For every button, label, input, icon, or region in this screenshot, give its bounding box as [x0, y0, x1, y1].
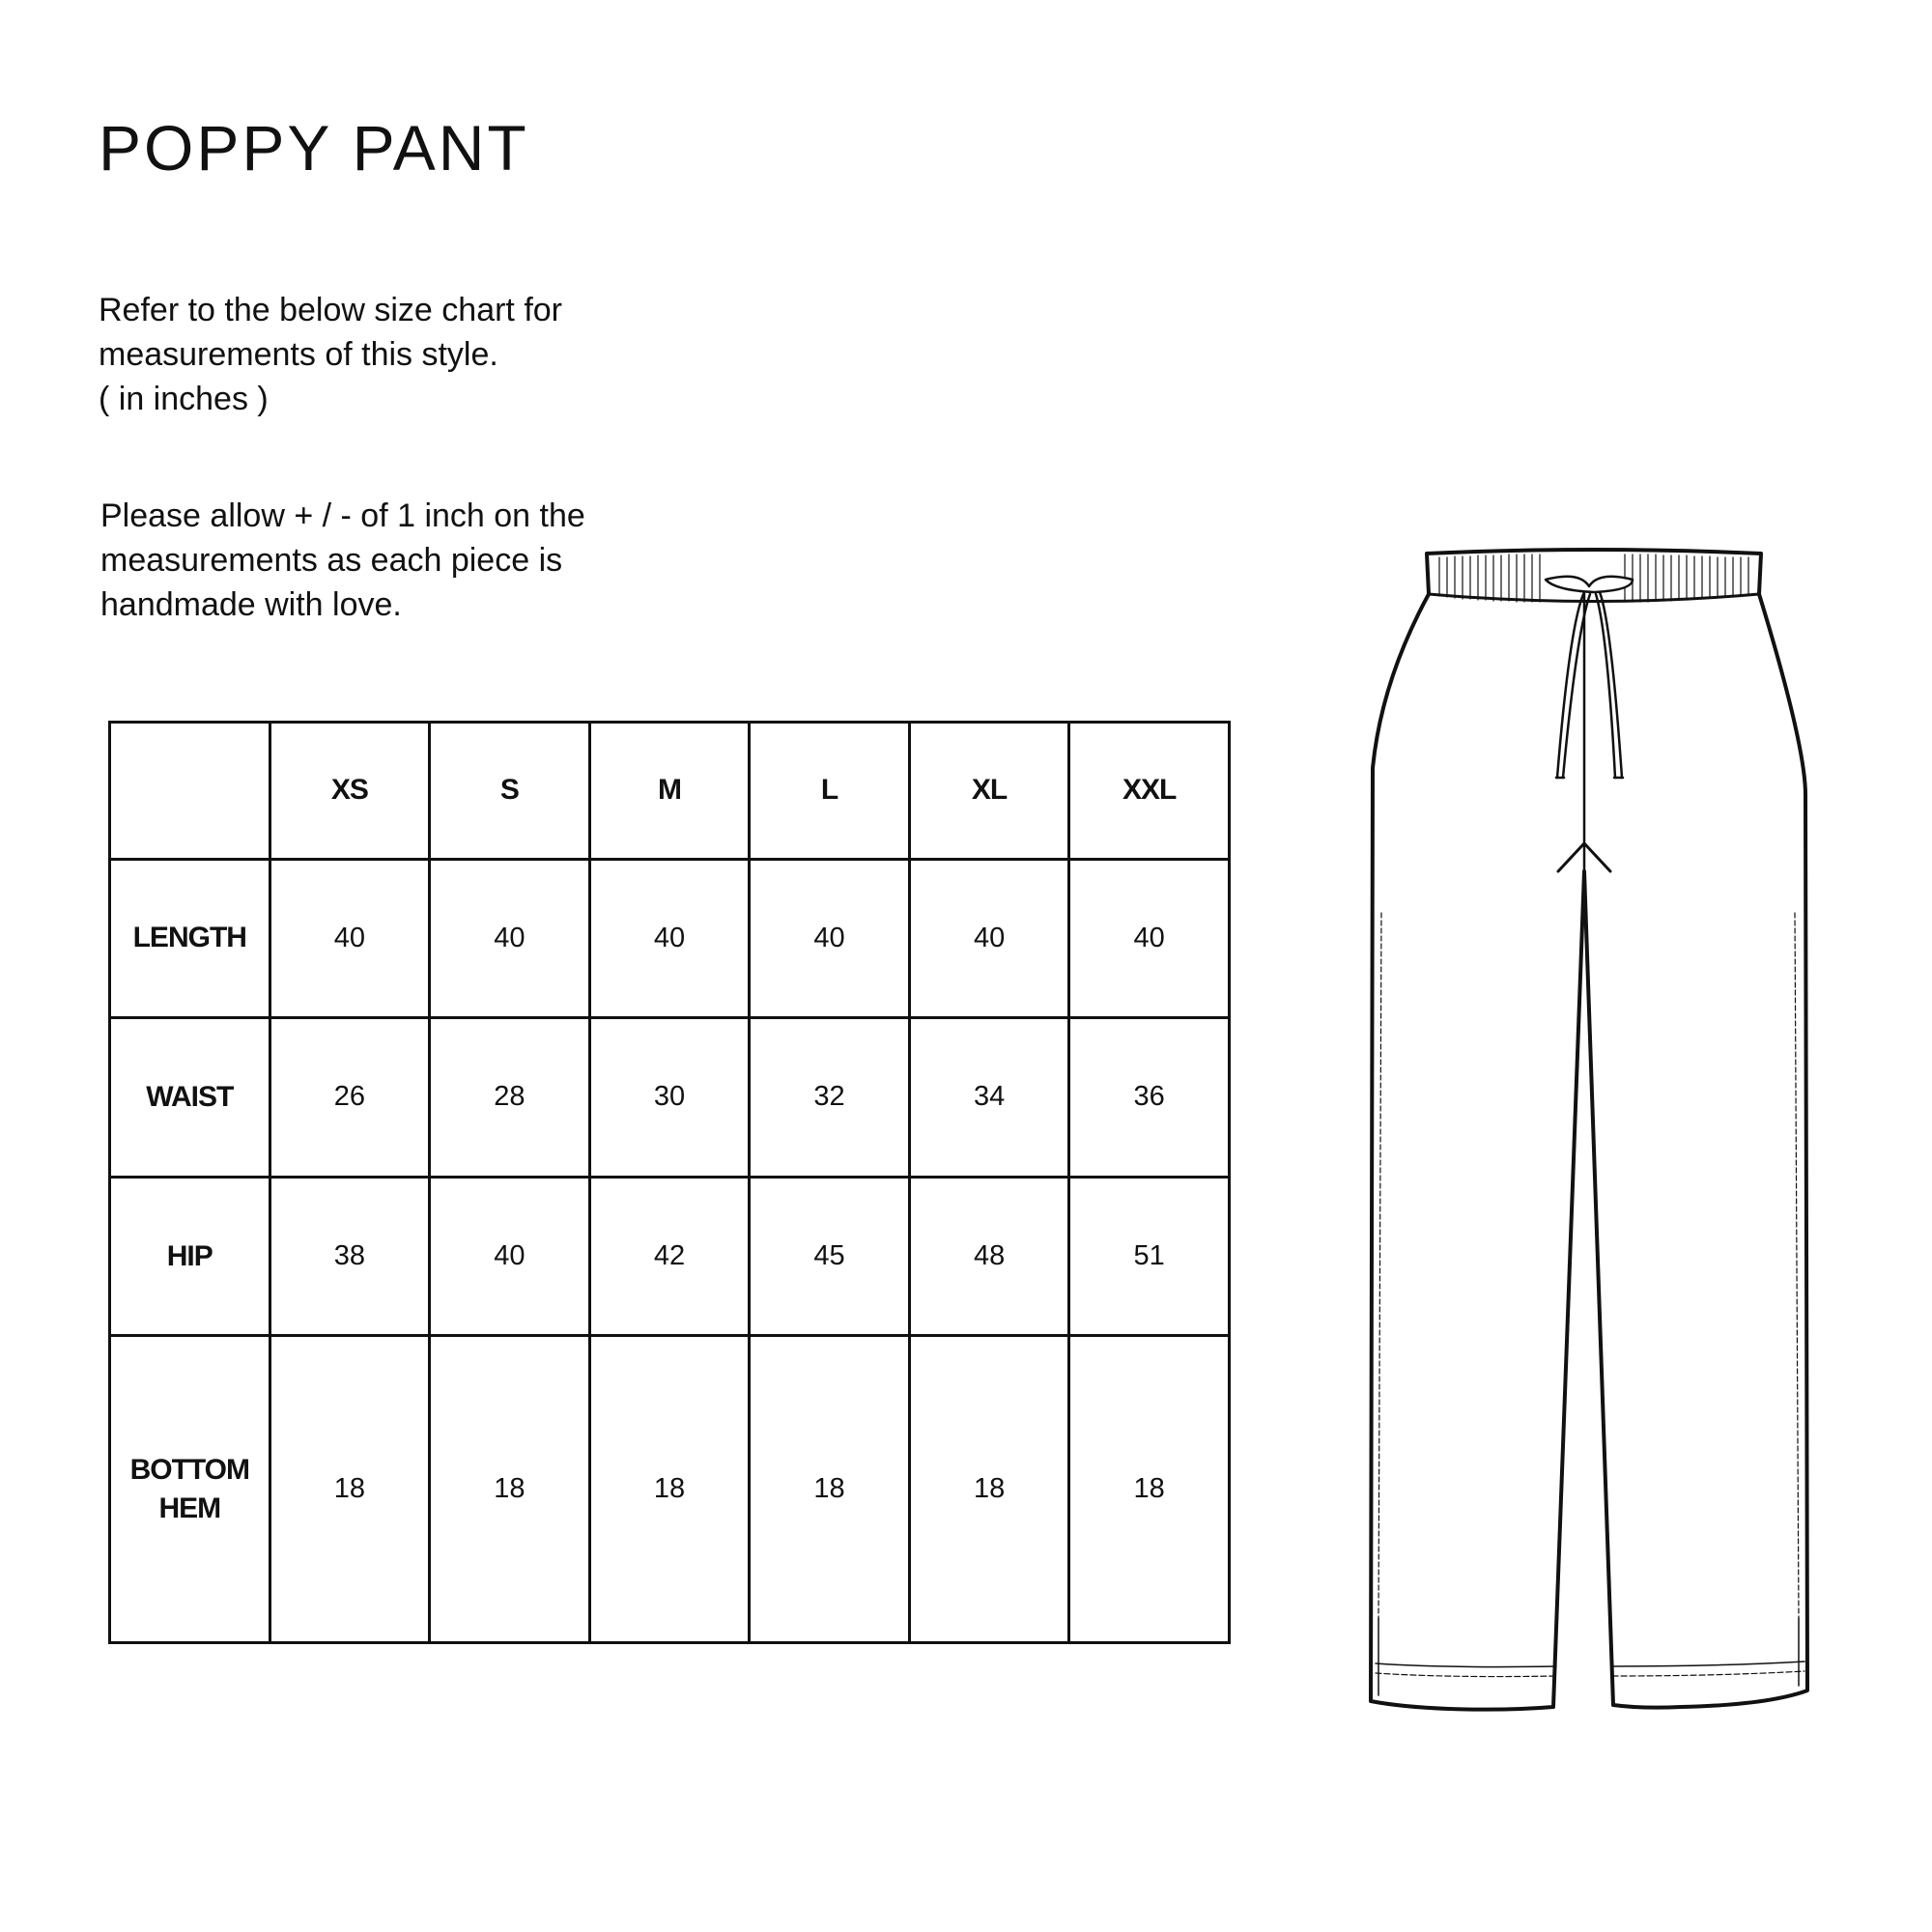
measurement-cell: 18: [750, 1336, 910, 1643]
measurement-cell: 40: [909, 859, 1069, 1018]
page-title: POPPY PANT: [99, 112, 529, 184]
row-label-hip: HIP: [110, 1177, 270, 1336]
row-label-bottom-hem: BOTTOM HEM: [110, 1336, 270, 1643]
measurement-cell: 36: [1069, 1018, 1230, 1178]
measurement-cell: 28: [430, 1018, 590, 1178]
size-header: XXL: [1069, 723, 1230, 860]
measurement-cell: 18: [1069, 1336, 1230, 1643]
size-header: XS: [270, 723, 430, 860]
measurement-cell: 40: [1069, 859, 1230, 1018]
tolerance-note: [100, 494, 585, 627]
measurement-cell: 51: [1069, 1177, 1230, 1336]
size-header-row: [110, 723, 1230, 860]
intro-line-2: measurements of this style.: [99, 336, 498, 373]
measurement-cell: 18: [909, 1336, 1069, 1643]
measurement-cell: 40: [750, 859, 910, 1018]
table-row-hip: [110, 1177, 1230, 1336]
size-header: XL: [909, 723, 1069, 860]
measurement-cell: 34: [909, 1018, 1069, 1178]
table-row-waist: [110, 1018, 1230, 1178]
note-line-2: measurements as each piece is: [100, 542, 563, 579]
measurement-cell: 18: [430, 1336, 590, 1643]
measurement-cell: 38: [270, 1177, 430, 1336]
intro-text: [99, 288, 562, 421]
row-label-length: LENGTH: [110, 859, 270, 1018]
measurement-cell: 45: [750, 1177, 910, 1336]
measurement-cell: 26: [270, 1018, 430, 1178]
table-row-length: [110, 859, 1230, 1018]
measurement-cell: 48: [909, 1177, 1069, 1336]
table-row-bottom-hem: [110, 1336, 1230, 1643]
note-line-1: Please allow + / - of 1 inch on the: [100, 497, 585, 534]
measurement-cell: 18: [270, 1336, 430, 1643]
size-header: S: [430, 723, 590, 860]
measurement-cell: 42: [589, 1177, 750, 1336]
corner-cell: [110, 723, 270, 860]
measurement-cell: 40: [430, 859, 590, 1018]
measurement-cell: 32: [750, 1018, 910, 1178]
note-line-3: handmade with love.: [100, 586, 402, 623]
pants-illustration-icon: [1352, 536, 1816, 1734]
intro-line-3: ( in inches ): [99, 381, 269, 417]
size-header: M: [589, 723, 750, 860]
measurement-cell: 30: [589, 1018, 750, 1178]
measurement-cell: 40: [270, 859, 430, 1018]
measurement-cell: 18: [589, 1336, 750, 1643]
size-chart-table: [108, 721, 1231, 1644]
intro-line-1: Refer to the below size chart for: [99, 292, 563, 328]
row-label-waist: WAIST: [110, 1018, 270, 1178]
measurement-cell: 40: [430, 1177, 590, 1336]
measurement-cell: 40: [589, 859, 750, 1018]
size-header: L: [750, 723, 910, 860]
